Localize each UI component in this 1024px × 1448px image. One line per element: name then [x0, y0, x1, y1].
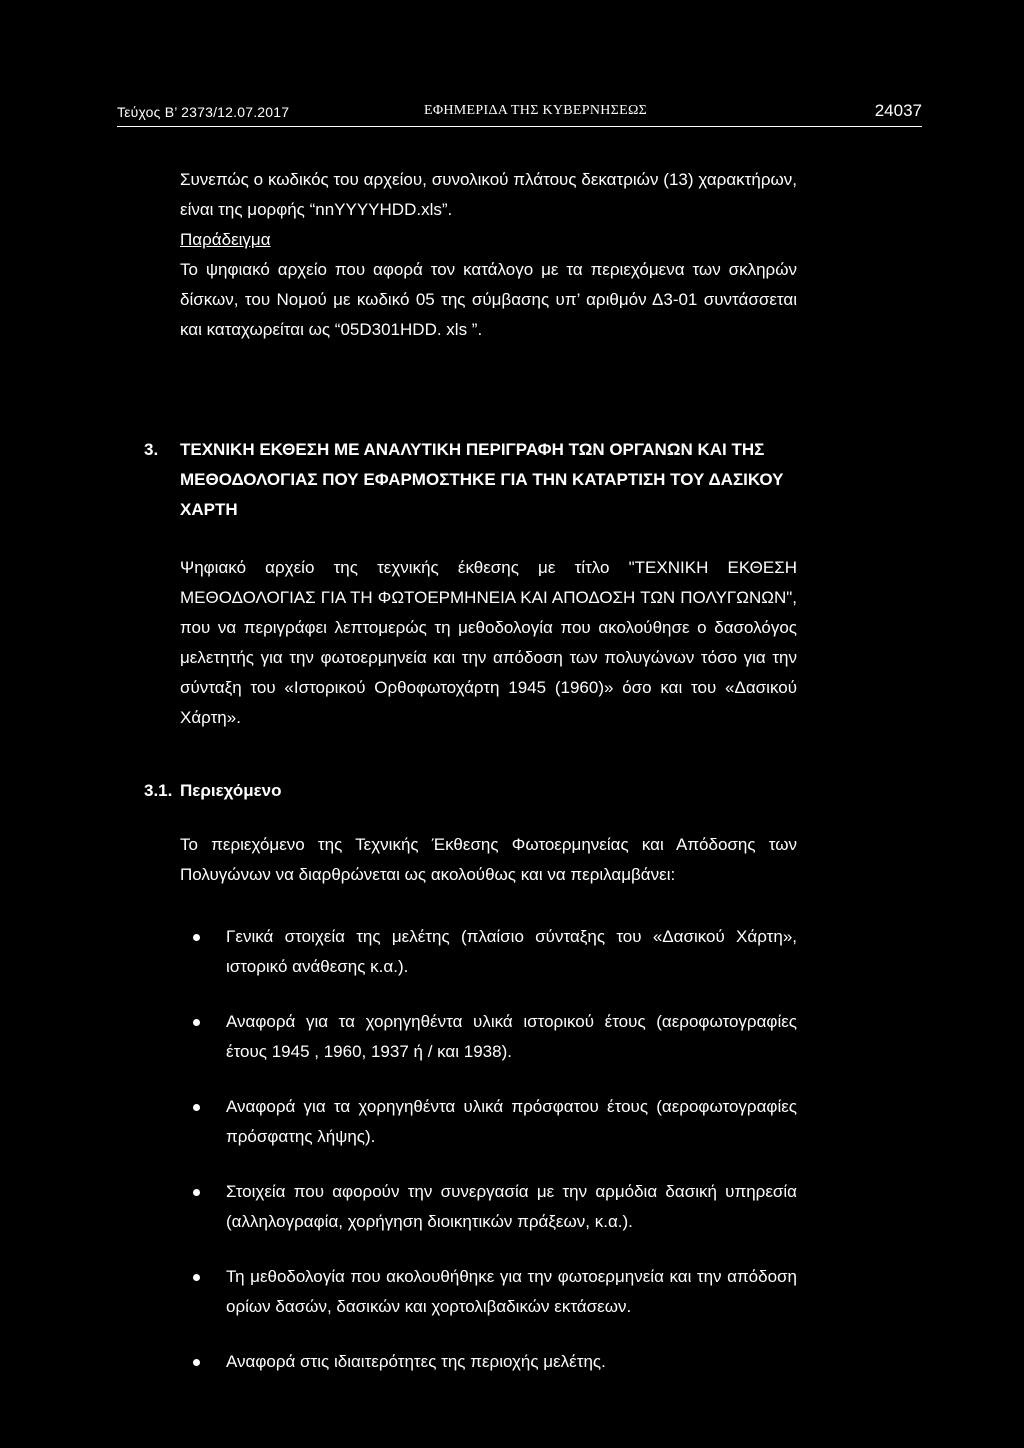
section-3-heading [144, 435, 797, 525]
section-3-number: 3. [144, 440, 159, 459]
list-item [180, 1347, 797, 1377]
section-3-title: ΤΕΧΝΙΚΗ ΕΚΘΕΣΗ ΜΕ ΑΝΑΛΥΤΙΚΗ ΠΕΡΙΓΡΑΦΗ ΤΩΝ ΟΡΓΑΝΩΝ ΚΑΙ ΤΗΣ ΜΕΘΟΔΟΛΟΓΙΑΣ ΠΟΥ ΕΦΑΡΜΟΣΤΗΚΕ ΓΙΑ ΤΗΝ ΚΑΤΑΡΤΙΣΗ ΤΟΥ ΔΑΣΙΚΟΥ ΧΑΡΤΗ [180, 440, 784, 519]
list-item [180, 922, 797, 982]
list-item-text: Αναφορά για τα χορηγηθέντα υλικά πρόσφατου έτους (αεροφωτογραφίες πρόσφατης λήψης). [226, 1097, 797, 1146]
page-content [144, 165, 797, 1377]
list-item-text: Τη μεθοδολογία που ακολουθήθηκε για την φωτοερμηνεία και την απόδοση ορίων δασών, δασικών και χορτολιβαδικών εκτάσεων. [226, 1267, 797, 1316]
gazette-title: ΕΦΗΜΕΡΙΔΑ ΤΗΣ ΚΥΒΕΡΝΗΣΕΩΣ [424, 103, 648, 118]
section-3-1-heading [144, 776, 797, 806]
section-3-1-number: 3.1. [144, 781, 173, 800]
section-3-1-title: Περιεχόμενο [180, 781, 282, 800]
bullet-icon [193, 1274, 200, 1281]
code-format-paragraph: Συνεπώς ο κωδικός του αρχείου, συνολικού πλάτους δεκατριών (13) χαρακτήρων, είναι της μορφής “nnYYYYHDD.xls”. [180, 170, 797, 219]
list-item [180, 1092, 797, 1152]
page-number: 24037 [874, 101, 922, 120]
running-header [117, 98, 922, 127]
bullet-icon [193, 1019, 200, 1026]
bullet-icon [193, 1189, 200, 1196]
contents-bullet-list [180, 922, 797, 1377]
bullet-icon [193, 1359, 200, 1366]
bullet-icon [193, 934, 200, 941]
list-item [180, 1262, 797, 1322]
example-paragraph: Το ψηφιακό αρχείο που αφορά τον κατάλογο με τα περιεχόμενα των σκληρών δίσκων, του Νομού με κωδικό 05 της σύμβασης υπ’ αριθμόν Δ3-01 συντάσσεται και καταχωρείται ως “05D301HDD. xls ”. [180, 260, 797, 339]
section-3-body: Ψηφιακό αρχείο της τεχνικής έκθεσης με τίτλο "ΤΕΧΝΙΚΗ ΕΚΘΕΣΗ ΜΕΘΟΔΟΛΟΓΙΑΣ ΓΙΑ ΤΗ ΦΩΤΟΕΡΜΗΝΕΙΑ ΚΑΙ ΑΠΟΔΟΣΗ ΤΩΝ ΠΟΛΥΓΩΝΩΝ", που να περιγράφει λεπτομερώς τη μεθοδολογία που ακολούθησε ο δασολόγος μελετητής για την φωτοερμηνεία και την απόδοση των πολυγώνων τόσο για την σύνταξη του «Ιστορικού Ορθοφωτοχάρτη 1945 (1960)» όσο και του «Δασικού Χάρτη». [180, 558, 797, 727]
section-3-1-intro: Το περιεχόμενο της Τεχνικής Έκθεσης Φωτοερμηνείας και Απόδοσης των Πολυγώνων να διαρθρώνεται ως ακολούθως και να περιλαμβάνει: [180, 835, 797, 884]
list-item-text: Αναφορά για τα χορηγηθέντα υλικά ιστορικού έτους (αεροφωτογραφίες έτους 1945 , 1960, 1937 ή / και 1938). [226, 1012, 797, 1061]
list-item [180, 1177, 797, 1237]
example-label: Παράδειγμα [180, 230, 271, 249]
issue-reference: Τεύχος Β’ 2373/12.07.2017 [117, 104, 290, 120]
list-item-text: Αναφορά στις ιδιαιτερότητες της περιοχής μελέτης. [226, 1352, 606, 1371]
bullet-icon [193, 1104, 200, 1111]
list-item-text: Γενικά στοιχεία της μελέτης (πλαίσιο σύνταξης του «Δασικού Χάρτη», ιστορικό ανάθεσης κ.α.). [226, 927, 797, 976]
list-item [180, 1007, 797, 1067]
list-item-text: Στοιχεία που αφορούν την συνεργασία με την αρμόδια δασική υπηρεσία (αλληλογραφία, χορήγηση διοικητικών πράξεων, κ.α.). [226, 1182, 797, 1231]
